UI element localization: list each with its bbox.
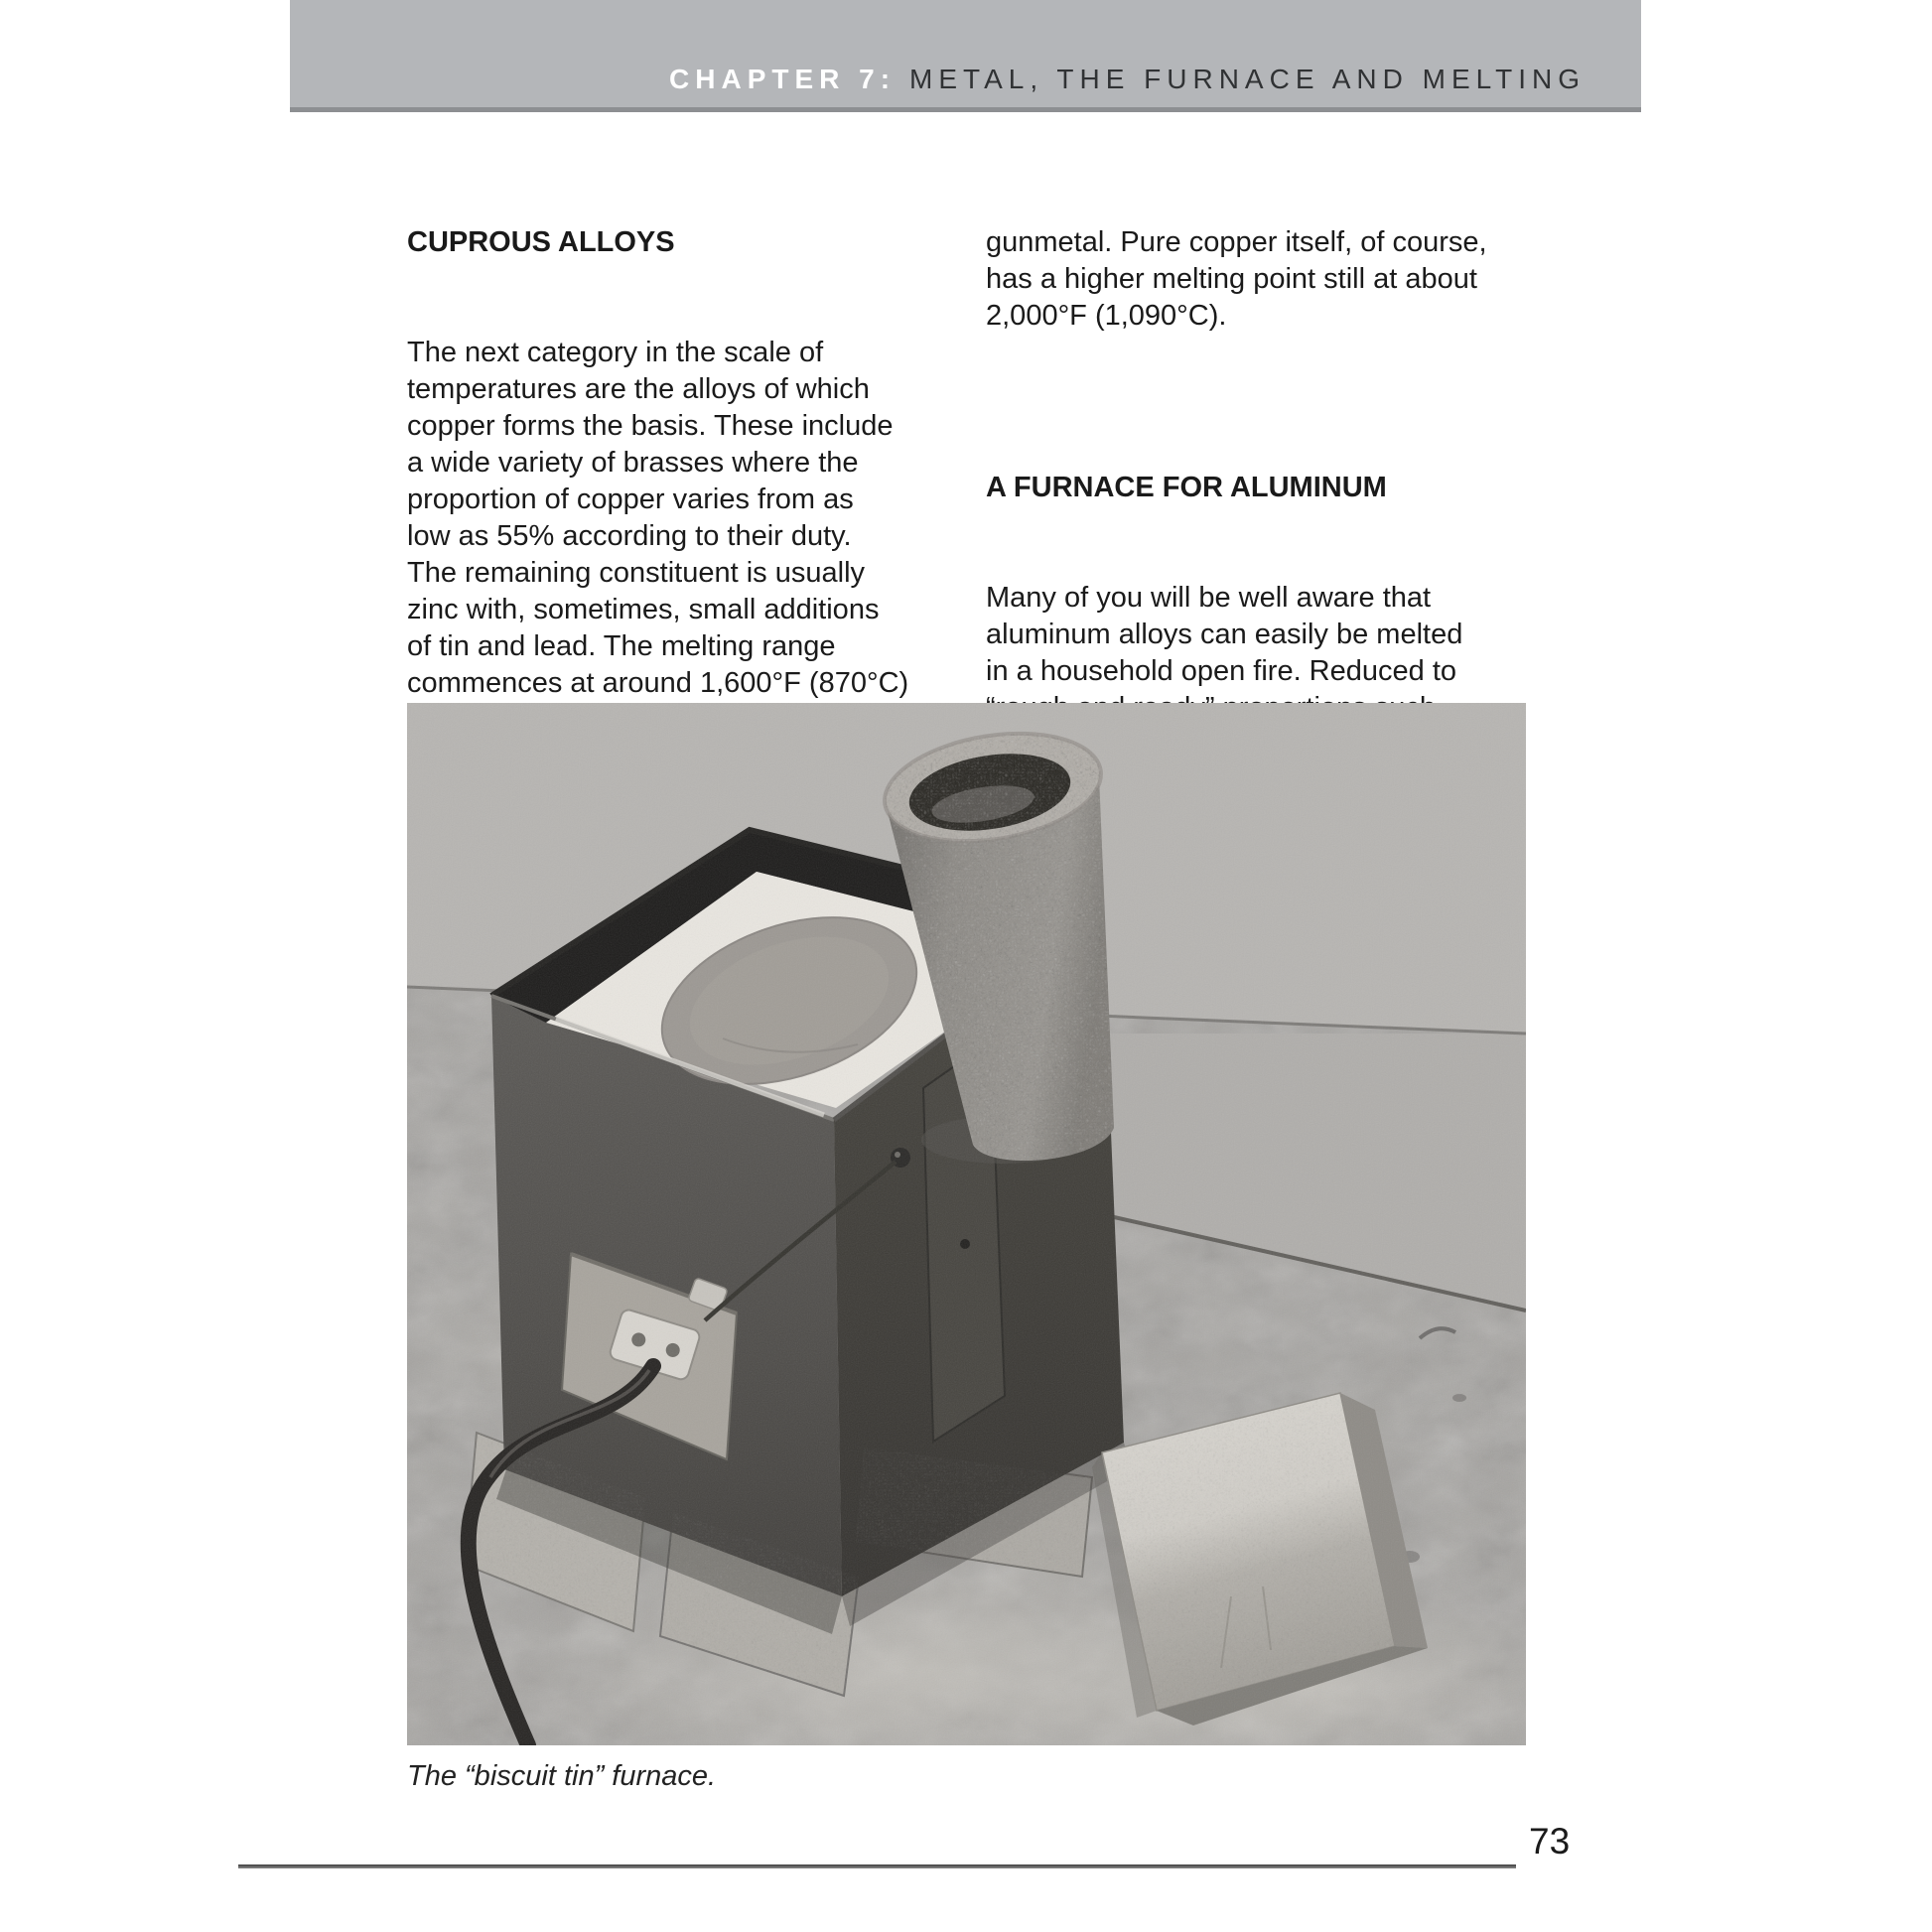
- body-line: proportion of copper varies from as: [407, 483, 854, 515]
- body-line: zinc with, sometimes, small additions: [407, 594, 880, 625]
- section-heading-furnace-for-aluminum: A FURNACE FOR ALUMINUM: [986, 472, 1387, 503]
- furnace-photo-svg: [407, 703, 1526, 1745]
- body-line: aluminum alloys can easily be melted: [986, 619, 1463, 650]
- body-line: commences at around 1,600°F (870°C): [407, 667, 909, 699]
- body-line: gunmetal. Pure copper itself, of course,: [986, 226, 1487, 258]
- body-line: a wide variety of brasses where the: [407, 447, 859, 479]
- body-line: copper forms the basis. These include: [407, 410, 894, 442]
- chapter-header-bar: [290, 0, 1641, 112]
- body-line: 2,000°F (1,090°C).: [986, 300, 1227, 332]
- chapter-label: CHAPTER 7:: [669, 64, 897, 94]
- body-line: in a household open fire. Reduced to: [986, 655, 1457, 687]
- body-line: of tin and lead. The melting range: [407, 630, 836, 662]
- page-number: 73: [1529, 1821, 1571, 1862]
- figure-caption: The “biscuit tin” furnace.: [407, 1760, 717, 1792]
- body-line: Many of you will be well aware that: [986, 582, 1432, 614]
- section-heading-cuprous-alloys: CUPROUS ALLOYS: [407, 226, 675, 258]
- body-line: low as 55% according to their duty.: [407, 520, 852, 552]
- body-line: temperatures are the alloys of which: [407, 373, 870, 405]
- body-line: The remaining constituent is usually: [407, 557, 866, 589]
- right-column-para1: [986, 224, 1487, 335]
- furnace-photo: [407, 703, 1526, 1745]
- body-line: The next category in the scale of: [407, 337, 824, 368]
- body-line: has a higher melting point still at about: [986, 263, 1477, 295]
- film-grain: [407, 703, 1526, 1745]
- footer-rule: [238, 1864, 1516, 1868]
- chapter-title: METAL, THE FURNACE AND MELTING: [909, 64, 1586, 94]
